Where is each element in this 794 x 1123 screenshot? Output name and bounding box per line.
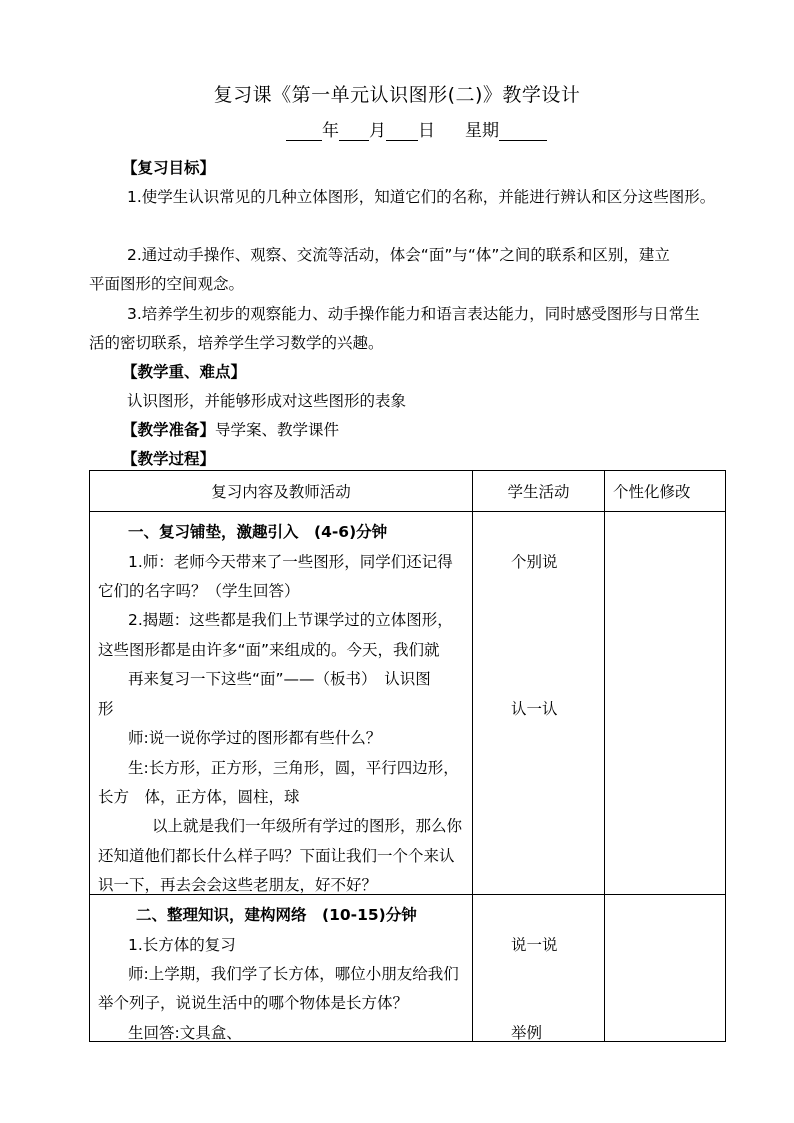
- row1-personal-cell: [605, 512, 726, 895]
- row2-line: 举个列子，说说生活中的哪个物体是长方体？: [98, 994, 409, 1012]
- row1-line: 1.师：老师今天带来了一些图形，同学们还记得: [128, 553, 453, 571]
- row2-student-activity: 举例: [511, 1024, 543, 1042]
- preparation-text: 导学案、教学课件: [215, 421, 340, 439]
- weekday-blank: [499, 122, 547, 141]
- row1-line: 长方 体，正方体，圆柱，球: [98, 788, 300, 806]
- row2-teacher-cell: [90, 895, 472, 1041]
- row2-line: 师:上学期，我们学了长方体，哪位小朋友给我们: [128, 965, 459, 983]
- process-table: [89, 470, 726, 1042]
- row2-student-cell: [473, 895, 604, 1041]
- row1-line: 生:长方形，正方形，三角形，圆，平行四边形，: [128, 759, 459, 777]
- table-row: [90, 512, 726, 895]
- process-heading: 【教学过程】: [122, 450, 216, 468]
- preparation-line: [122, 418, 339, 440]
- row1-student-cell: [473, 512, 604, 894]
- keypoints-heading: 【教学重、难点】: [122, 363, 247, 381]
- row2-section-title: 二、整理知识，建构网络 (10-15)分钟: [136, 906, 417, 924]
- weekday-label: 星期: [465, 121, 499, 141]
- table-header-row: [90, 471, 726, 512]
- header-personal: 个性化修改: [605, 471, 726, 512]
- year-blank: [286, 122, 322, 141]
- month-label: 月: [369, 121, 386, 141]
- row1-student-activity: 认一认: [511, 700, 558, 718]
- row1-line: 识一下，再去会会这些老朋友，好不好？: [98, 876, 378, 894]
- day-blank: [386, 122, 418, 141]
- row1-line: 师:说一说你学过的图形都有些什么？: [128, 729, 382, 747]
- preparation-heading: 【教学准备】: [122, 421, 216, 439]
- year-label: 年: [322, 121, 339, 141]
- row1-line: 还知道他们都长什么样子吗？下面让我们一个个来认: [98, 847, 455, 865]
- header-teacher: 复习内容及教师活动: [90, 471, 473, 512]
- table-row: [90, 895, 726, 1042]
- row1-line: 再来复习一下这些“面”——（板书） 认识图: [128, 670, 431, 688]
- row1-line: 形: [98, 700, 114, 718]
- row1-line: 它们的名字吗？（学生回答）: [98, 582, 300, 600]
- date-line: [286, 116, 547, 141]
- month-blank: [339, 122, 369, 141]
- row2-line: 1.长方体的复习: [128, 936, 236, 954]
- goal-item-1: 1.使学生认识常见的几种立体图形，知道它们的名称，并能进行辨认和区分这些图形。: [127, 188, 716, 206]
- page-title: 复习课《第一单元认识图形(二)》教学设计: [213, 84, 581, 106]
- row1-line: 这些图形都是由许多“面”来组成的。今天，我们就: [98, 641, 440, 659]
- row1-section-title: 一、复习铺垫，激趣引入 (4-6)分钟: [128, 523, 388, 541]
- row1-student-activity: 个别说: [511, 553, 558, 571]
- row1-line: 以上就是我们一年级所有学过的图形，那么你: [152, 817, 463, 835]
- goal-item-3-cont: 活的密切联系，培养学生学习数学的兴趣。: [89, 334, 384, 352]
- day-label: 日: [418, 121, 435, 141]
- header-student: 学生活动: [473, 471, 605, 512]
- goal-item-2-cont: 平面图形的空间观念。: [89, 275, 245, 293]
- goal-item-2: 2.通过动手操作、观察、交流等活动，体会“面”与“体”之间的联系和区别，建立: [127, 246, 670, 264]
- goals-heading: 【复习目标】: [122, 159, 216, 177]
- row2-personal-cell: [605, 895, 726, 1042]
- row2-student-activity: 说一说: [511, 936, 558, 954]
- keypoints-text: 认识图形，并能够形成对这些图形的表象: [127, 392, 407, 410]
- row1-line: 2.揭题：这些都是我们上节课学过的立体图形，: [128, 611, 453, 629]
- row2-line: 生回答:文具盒、: [128, 1024, 242, 1042]
- row1-teacher-cell: [90, 512, 472, 894]
- goal-item-3: 3.培养学生初步的观察能力、动手操作能力和语言表达能力，同时感受图形与日常生: [127, 305, 700, 323]
